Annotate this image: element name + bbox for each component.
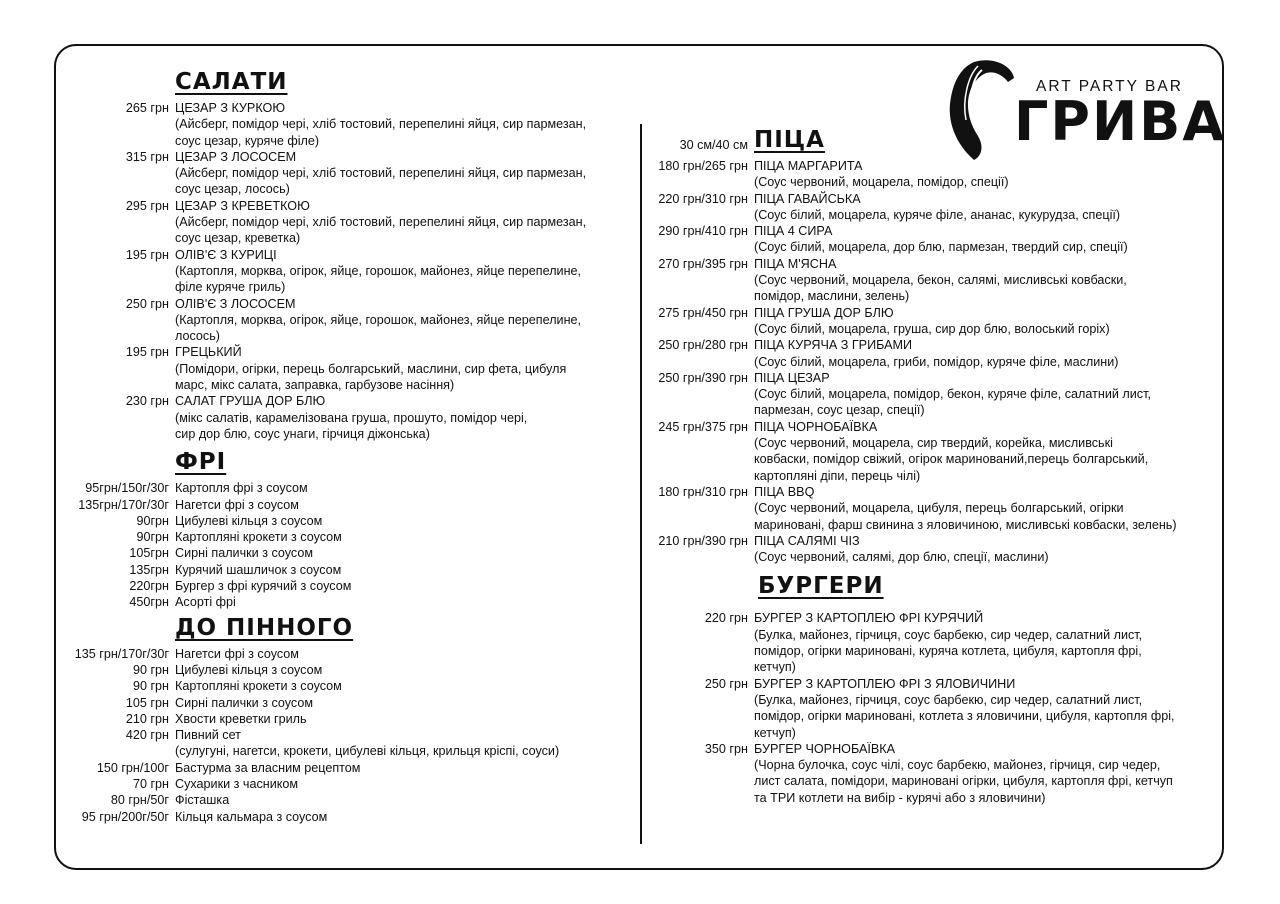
item-name: БУРГЕР ЧОРНОБАЇВКА: [754, 741, 895, 756]
item-body: [175, 100, 636, 149]
item-name: ОЛІВ'Є З ЛОСОСЕМ: [175, 296, 296, 311]
logo-subtitle: ART PARTY BAR: [1036, 78, 1183, 95]
item-name: Пивний сет: [175, 728, 241, 743]
item-body: [175, 296, 636, 345]
item-price: 250 грн/390 грн: [658, 370, 748, 385]
item-name: ГРЕЦЬКИЙ: [175, 345, 242, 360]
item-description: (Соус червоний, моцарела, сир твердий, корейка, мисливські ковбаски, помідор свіжий, огірок маринований,перець болгарський, картопляні діпи, перець чілі): [754, 436, 1149, 483]
item-price: 90 грн: [132, 679, 169, 694]
item-body: [175, 529, 636, 545]
item-body: [175, 695, 636, 711]
menu-item: [56, 727, 636, 760]
item-price: 135грн: [129, 562, 169, 577]
item-description: (Соус червоний, моцарела, цибуля, перець болгарський, огірки мариновані, фарш свинина з яловичиною, мисливські ковбаски, зелень): [754, 501, 1177, 532]
column-divider: [640, 124, 642, 844]
item-price: 150 грн/100г: [96, 760, 169, 775]
item-price: 265 грн: [125, 101, 169, 115]
section-title-salads: САЛАТИ: [175, 69, 288, 95]
item-price: 220 грн/310 грн: [658, 191, 748, 206]
item-name: Нагетси фрі з соусом: [175, 497, 299, 512]
section-title-fries: ФРІ: [175, 449, 227, 476]
item-description: (сулугуні, нагетси, крокети, цибулеві кільця, крильця кріспі, соуси): [175, 744, 560, 759]
item-price: 230 грн: [125, 394, 169, 409]
item-body: [754, 256, 1228, 305]
item-description: (Булка, майонез, гірчиця, соус барбекю, сир чедер, салатний лист, помідор, огірки мариновані, куряча котлета, цибуля, картопля фрі, кетчуп): [754, 627, 1143, 675]
item-body: [175, 393, 636, 442]
item-price: 450грн: [129, 595, 169, 610]
menu-item: [56, 100, 636, 149]
menu-item: [56, 393, 636, 442]
item-body: [175, 513, 636, 529]
menu-item: [648, 610, 1228, 675]
menu-item: [56, 545, 636, 561]
menu-item: [56, 562, 636, 578]
menu-item: [648, 484, 1228, 533]
item-price: 90грн: [136, 513, 169, 528]
item-price: 220 грн: [704, 611, 748, 626]
item-description: (Соус білий, моцарела, груша, сир дор блю, волоський горіх): [754, 321, 1110, 336]
item-body: [175, 594, 636, 610]
item-body: [175, 760, 636, 776]
item-body: [175, 646, 636, 662]
item-body: [754, 484, 1228, 533]
menu-item: [648, 256, 1228, 305]
item-price: 295 грн: [125, 198, 169, 213]
menu-item: [648, 305, 1228, 338]
item-price: 210 грн/390 грн: [658, 533, 748, 548]
item-body: [754, 419, 1228, 484]
item-description: (Картопля, морква, огірок, яйце, горошок, майонез, яйце перепелине, лосось): [175, 312, 582, 344]
item-price: 210 грн: [125, 711, 169, 726]
item-name: ПІЦА М'ЯСНА: [754, 256, 837, 271]
item-body: [175, 776, 636, 792]
item-body: [754, 337, 1228, 370]
menu-item: [56, 809, 636, 825]
item-name: ЦЕЗАР З КРЕВЕТКОЮ: [175, 198, 310, 213]
item-body: [175, 149, 636, 198]
item-description: (Помідори, огірки, перець болгарський, маслини, сир фета, цибуля марс, мікс салата, заправка, гарбузове насіння): [175, 361, 567, 393]
item-body: [754, 191, 1228, 224]
right-column: [648, 124, 1228, 806]
item-name: БУРГЕР З КАРТОПЛЕЮ ФРІ КУРЯЧИЙ: [754, 611, 984, 626]
menu-item: [56, 792, 636, 808]
item-name: САЛАТ ГРУША ДОР БЛЮ: [175, 394, 326, 409]
menu-item: [56, 497, 636, 513]
menu-item: [56, 678, 636, 694]
item-description: (Айсберг, помідор чері, хліб тостовий, перепелині яйця, сир пармезан, соус цезар, креветка): [175, 215, 587, 246]
beer-snacks-list: [56, 646, 636, 825]
item-price: 315 грн: [125, 149, 169, 164]
pizza-header: [648, 124, 1228, 158]
item-name: ПІЦА ГРУША ДОР БЛЮ: [754, 305, 894, 320]
item-body: [175, 792, 636, 808]
item-price: 245 грн/375 грн: [658, 419, 748, 434]
item-body: [175, 344, 636, 393]
item-price: 195 грн: [125, 247, 169, 262]
item-price: 95 грн/200г/50г: [81, 809, 169, 824]
item-name: ПІЦА 4 СИРА: [754, 224, 833, 239]
item-name: Хвости креветки гриль: [175, 711, 307, 726]
menu-item: [648, 223, 1228, 256]
section-title-pizza: ПІЦА: [754, 127, 825, 153]
item-price: 95грн/150г/30г: [85, 481, 169, 496]
item-body: [175, 545, 636, 561]
item-name: Сухарики з часником: [175, 776, 299, 791]
item-name: ПІЦА КУРЯЧА З ГРИБАМИ: [754, 338, 913, 353]
item-price: 270 грн/395 грн: [658, 256, 748, 271]
item-description: (Чорна булочка, соус чілі, соус барбекю, майонез, гірчиця, сир чедер, лист салата, помідори, мариновані огірки, цибуля, картопля фрі, кетчуп та ТРИ котлети на вибір - курячі або з яловичини): [754, 758, 1173, 805]
item-description: (Соус білий, моцарела, гриби, помідор, куряче філе, маслини): [754, 354, 1119, 369]
item-name: БУРГЕР З КАРТОПЛЕЮ ФРІ З ЯЛОВИЧИНИ: [754, 676, 1016, 691]
menu-item: [56, 578, 636, 594]
item-name: ОЛІВ'Є З КУРИЦІ: [175, 247, 277, 262]
item-description: (Соус білий, моцарела, дор блю, пармезан, твердий сир, спеції): [754, 240, 1128, 255]
item-name: ЦЕЗАР З КУРКОЮ: [175, 101, 286, 115]
item-price: 80 грн/50г: [110, 793, 169, 808]
item-body: [175, 562, 636, 578]
item-description: (Соус червоний, салямі, дор блю, спеції, маслини): [754, 550, 1049, 565]
item-name: Цибулеві кільця з соусом: [175, 662, 323, 677]
menu-item: [648, 158, 1228, 191]
item-name: ПІЦА ГАВАЙСЬКА: [754, 191, 861, 206]
menu-item: [56, 594, 636, 610]
fries-list: [56, 480, 636, 610]
menu-item: [648, 419, 1228, 484]
menu-item: [56, 529, 636, 545]
pizza-sizes: 30 см/40 см: [679, 138, 748, 152]
menu-item: [648, 676, 1228, 741]
menu-item: [56, 344, 636, 393]
item-description: (Айсберг, помідор чері, хліб тостовий, перепелині яйця, сир пармезан, соус цезар, куряче філе): [175, 117, 587, 148]
item-description: (Соус білий, моцарела, помідор, бекон, куряче філе, салатний лист, пармезан, соус цезар, спеції): [754, 387, 1151, 418]
item-description: (Картопля, морква, огірок, яйце, горошок, майонез, яйце перепелине, філе куряче гриль): [175, 263, 582, 295]
item-body: [175, 247, 636, 296]
item-price: 105грн: [129, 546, 169, 561]
item-body: [754, 676, 1228, 741]
item-name: Картопля фрі з соусом: [175, 481, 308, 496]
item-name: Асорті фрі: [175, 595, 236, 610]
menu-item: [56, 776, 636, 792]
item-price: 250 грн: [704, 676, 748, 691]
item-body: [175, 727, 636, 760]
item-body: [175, 711, 636, 727]
item-body: [754, 158, 1228, 191]
menu-item: [56, 695, 636, 711]
menu-item: [648, 741, 1228, 806]
item-price: 275 грн/450 грн: [658, 305, 748, 320]
item-body: [175, 497, 636, 513]
item-price: 195 грн: [125, 345, 169, 360]
item-name: ПІЦА BBQ: [754, 484, 815, 499]
item-name: Нагетси фрі з соусом: [175, 646, 299, 661]
item-name: Бургер з фрі курячий з соусом: [175, 579, 352, 594]
item-description: (Соус червоний, моцарела, бекон, салямі, мисливські ковбаски, помідор, маслини, зелень): [754, 273, 1127, 304]
item-price: 220грн: [129, 579, 169, 594]
item-body: [754, 533, 1228, 566]
item-name: Бастурма за власним рецептом: [175, 760, 361, 775]
item-name: Картопляні крокети з соусом: [175, 530, 342, 545]
menu-item: [648, 337, 1228, 370]
item-price: 135грн/170г/30г: [78, 497, 169, 512]
item-body: [175, 480, 636, 496]
menu-item: [56, 296, 636, 345]
menu-item: [56, 198, 636, 247]
item-body: [754, 370, 1228, 419]
menu-item: [56, 247, 636, 296]
item-description: (Соус білий, моцарела, куряче філе, ананас, кукурудза, спеції): [754, 207, 1121, 222]
item-price: 420 грн: [125, 728, 169, 743]
item-description: (Булка, майонез, гірчиця, соус барбекю, сир чедер, салатний лист, помідор, огірки мариновані, котлета з яловичини, цибуля, картопля фрі, кетчуп): [754, 692, 1175, 740]
item-body: [175, 678, 636, 694]
menu-item: [56, 480, 636, 496]
item-body: [754, 223, 1228, 256]
logo-name: ГРИВА: [1014, 90, 1227, 153]
item-price: 180 грн/310 грн: [658, 484, 748, 499]
item-price: 70 грн: [132, 776, 169, 791]
item-description: (Соус червоний, моцарела, помідор, спеції): [754, 175, 1009, 190]
item-price: 250 грн: [125, 296, 169, 311]
item-name: Кільця кальмара з соусом: [175, 809, 328, 824]
item-name: Курячий шашличок з соусом: [175, 562, 342, 577]
item-body: [175, 578, 636, 594]
burgers-list: [648, 610, 1228, 806]
item-body: [754, 610, 1228, 675]
item-description: (Айсберг, помідор чері, хліб тостовий, перепелині яйця, сир пармезан, соус цезар, лосось): [175, 166, 587, 197]
item-name: ПІЦА ЦЕЗАР: [754, 370, 830, 385]
pizza-list: [648, 158, 1228, 565]
menu-item: [648, 191, 1228, 224]
item-price: 350 грн: [704, 741, 748, 756]
item-body: [175, 198, 636, 247]
salads-list: [56, 100, 636, 442]
item-name: Сирні палички з соусом: [175, 546, 314, 561]
item-name: ПІЦА ЧОРНОБАЇВКА: [754, 419, 878, 434]
menu-item: [56, 760, 636, 776]
item-body: [175, 809, 636, 825]
item-price: 105 грн: [125, 695, 169, 710]
menu-item: [56, 646, 636, 662]
item-price: 180 грн/265 грн: [658, 159, 748, 173]
menu-item: [648, 533, 1228, 566]
section-title-beer: ДО ПІННОГО: [175, 614, 354, 641]
menu-item: [56, 513, 636, 529]
item-name: Фісташка: [175, 793, 230, 808]
item-name: Сирні палички з соусом: [175, 695, 314, 710]
item-body: [175, 662, 636, 678]
item-body: [754, 741, 1228, 806]
menu-item: [56, 711, 636, 727]
item-description: (мікс салатів, карамелізована груша, прошуто, помідор чері, сир дор блю, соус унаги, гірчиця діжонська): [175, 410, 528, 441]
item-price: 290 грн/410 грн: [658, 224, 748, 239]
item-name: Цибулеві кільця з соусом: [175, 513, 323, 528]
item-name: ПІЦА МАРГАРИТА: [754, 159, 863, 173]
item-price: 90 грн: [132, 662, 169, 677]
menu-item: [56, 149, 636, 198]
item-name: ЦЕЗАР З ЛОСОСЕМ: [175, 149, 297, 164]
section-title-burgers: БУРГЕРИ: [758, 573, 884, 600]
item-name: ПІЦА САЛЯМІ ЧІЗ: [754, 533, 860, 548]
item-price: 90грн: [136, 530, 169, 545]
left-column: [56, 66, 636, 825]
menu-item: [648, 370, 1228, 419]
item-body: [754, 305, 1228, 338]
item-name: Картопляні крокети з соусом: [175, 679, 342, 694]
item-price: 250 грн/280 грн: [658, 338, 748, 353]
item-price: 135 грн/170г/30г: [74, 646, 169, 661]
menu-item: [56, 662, 636, 678]
